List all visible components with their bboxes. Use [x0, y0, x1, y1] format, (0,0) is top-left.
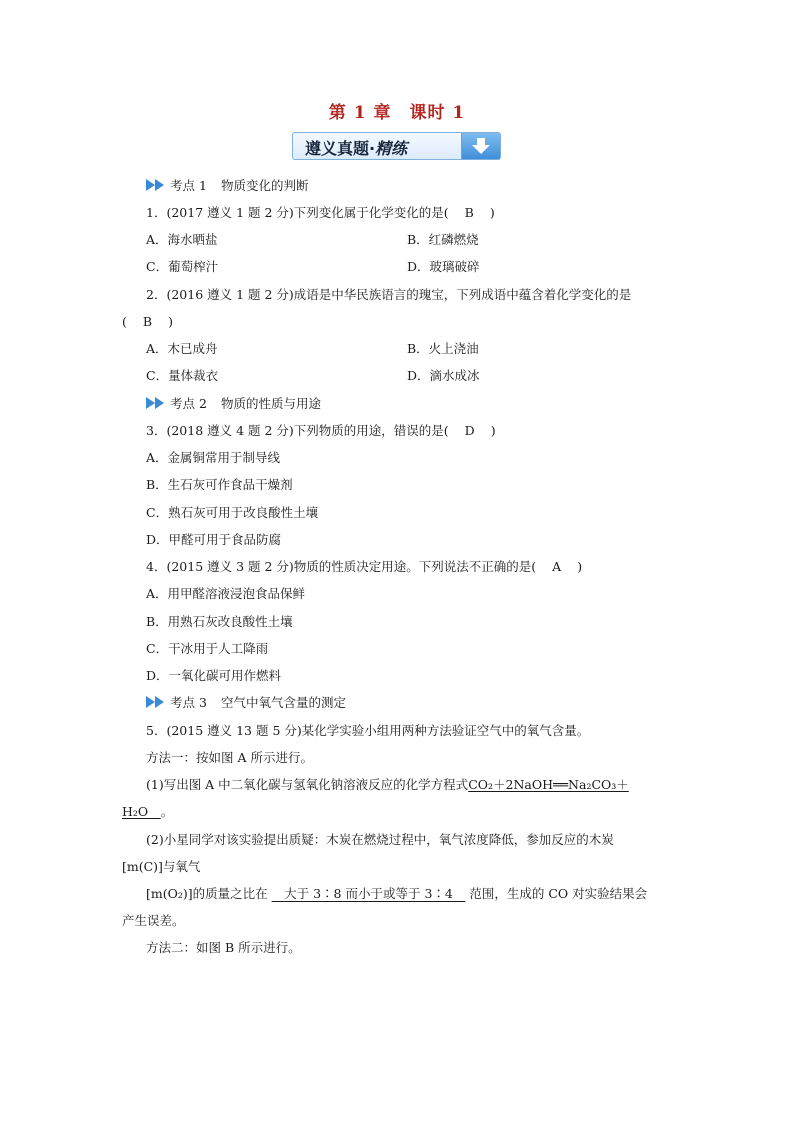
option-c: C．葡萄榨汁 [146, 259, 219, 274]
option-a: A．金属铜常用于制导线 [146, 450, 281, 465]
sub-question-2-mass-c: [m(C)]与氧气 [122, 859, 201, 874]
double-play-icon [146, 397, 166, 409]
answer-equation: CO₂＋2NaOH══Na₂CO₃＋ [468, 777, 629, 792]
option-d: D．甲醛可用于食品防腐 [146, 532, 282, 547]
option-c: C．干冰用于人工降雨 [146, 641, 269, 656]
answer-range: 大于 3∶8 而小于或等于 3∶4 [284, 886, 453, 901]
question-stem: 3．(2018 遵义 4 题 2 分)下列物质的用途，错误的是( D ) [146, 423, 496, 438]
option-d: D．一氧化碳可用作燃料 [146, 668, 282, 683]
option-b: B．生石灰可作食品干燥剂 [146, 477, 293, 492]
double-play-icon [146, 696, 166, 708]
method-one: 方法一：按如图 A 所示进行。 [146, 750, 313, 765]
option-a: A．用甲醛溶液浸泡食品保鲜 [146, 586, 306, 601]
question-stem: 1．(2017 遵义 1 题 2 分)下列变化属于化学变化的是( B ) [146, 205, 495, 220]
option-a: A．海水晒盐 [146, 232, 218, 247]
banner-title: 遵义真题·精练 [305, 139, 408, 158]
answer-text: D [464, 423, 475, 438]
section-heading: 考点 2 物质的性质与用途 [146, 396, 321, 412]
answer-equation-cont: H₂O [122, 804, 149, 819]
option-a: A．木已成舟 [146, 341, 218, 356]
question-stem: 2．(2016 遵义 1 题 2 分)成语是中华民族语言的瑰宝，下列成语中蕴含着化学变化的是 [146, 287, 632, 302]
question-stem: 5．(2015 遵义 13 题 5 分)某化学实验小组用两种方法验证空气中的氧气含量。 [146, 723, 590, 738]
answer-text: B [464, 205, 474, 220]
method-two: 方法二：如图 B 所示进行。 [146, 940, 301, 955]
option-c: C．熟石灰可用于改良酸性土壤 [146, 505, 319, 520]
option-b: B．红磷燃烧 [407, 232, 479, 247]
section-heading: 考点 3 空气中氧气含量的测定 [146, 695, 346, 711]
option-b: B．火上浇油 [407, 341, 479, 356]
option-b: B．用熟石灰改良酸性土壤 [146, 614, 293, 629]
sub-question-1: (1)写出图 A 中二氧化碳与氢氧化钠溶液反应的化学方程式CO₂＋2NaOH══Na₂CO₃＋ [146, 777, 629, 792]
sub-question-2-cont: 产生误差。 [122, 913, 185, 928]
section-banner [292, 132, 501, 160]
option-c: C．量体裁衣 [146, 368, 219, 383]
page-title: 第 1 章 课时 1 [328, 103, 466, 123]
option-d: D．玻璃破碎 [407, 259, 480, 274]
answer-text: A [552, 559, 562, 574]
arrow-down-icon [461, 133, 500, 159]
sub-question-2: (2)小星同学对该实验提出质疑：木炭在燃烧过程中，氧气浓度降低，参加反应的木炭 [146, 832, 614, 847]
answer-text: B [142, 314, 153, 329]
sub-question-1-cont: H₂O 。 [122, 804, 174, 819]
option-d: D．滴水成冰 [407, 368, 480, 383]
sub-question-2-mass-o2: [m(O₂)]的质量之比在 大于 3∶8 而小于或等于 3∶4 范围，生成的 CO 对实验结果会 [146, 886, 648, 901]
question-answer-line: ( B ) [122, 314, 173, 329]
section-heading: 考点 1 物质变化的判断 [146, 178, 308, 194]
question-stem: 4．(2015 遵义 3 题 2 分)物质的性质决定用途。下列说法不正确的是( A ) [146, 559, 583, 574]
double-play-icon [146, 179, 166, 191]
